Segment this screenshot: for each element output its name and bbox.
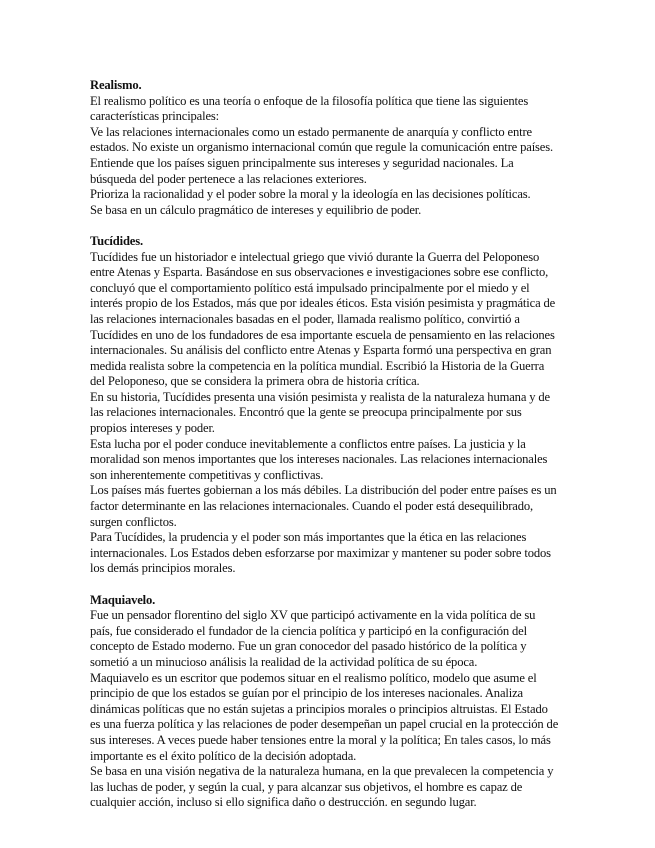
paragraph: Los países más fuertes gobiernan a los más débiles. La distribución del poder entre países es un factor determinante en las relaciones internacionales. Cuando el poder está desequilibrado, surgen conflictos.	[90, 483, 557, 529]
paragraph: Prioriza la racionalidad y el poder sobre la moral y la ideología en las decisiones políticas.	[90, 187, 531, 202]
paragraph: Fue un pensador florentino del siglo XV que participó activamente en la vida política de su país, fue considerado el fundador de la ciencia política y participó en la configuración del concepto de Estado moderno. Fue un gran conocedor del pasado histórico de la política y sometió a un minucioso análisis la realidad de la actividad política de su época.	[90, 608, 536, 669]
paragraph: Se basa en una visión negativa de la naturaleza humana, en la que prevalecen la competencia y las luchas de poder, y según la cual, y para alcanzar sus objetivos, el hombre es capaz de cualquier acción, incluso si ello significa daño o destrucción. en segundo lugar.	[90, 764, 554, 810]
paragraph: En su historia, Tucídides presenta una visión pesimista y realista de la naturaleza humana y de las relaciones internacionales. Encontró que la gente se preocupa principalmente por sus propios intereses y poder.	[90, 389, 550, 436]
paragraph: Se basa en un cálculo pragmático de intereses y equilibrio de poder.	[90, 202, 422, 217]
paragraph: Tucídides fue un historiador e intelectual griego que vivió durante la Guerra del Peloponeso entre Atenas y Esparta. Basándose en sus observaciones e investigaciones sobre ese conflicto, concluyó que el comportamiento político está impulsado principalmente por el miedo y el interés propio de los Estados, más que por ideales éticos. Esta visión pesimista y pragmática de las relaciones internacionales basadas en el poder, llamada realismo político, convirtió a Tucídides en uno de los fundadores de esa importante escuela de pensamiento en las relaciones internacionales. Su análisis del conflicto entre Atenas y Esparta formó una perspectiva en gran medida realista sobre la competencia en la política mundial. Escribió la Historia de la Guerra del Peloponeso, que se considera la primera obra de historia crítica.	[90, 249, 556, 389]
paragraph: El realismo político es una teoría o enfoque de la filosofía política que tiene las siguientes características principales:	[90, 93, 529, 124]
section-title-tucidides: Tucídides.	[90, 233, 143, 248]
section-title-maquiavelo: Maquiavelo.	[90, 592, 156, 607]
paragraph: Maquiavelo es un escritor que podemos situar en el realismo político, modelo que asume el principio de que los estados se guían por el principio de los intereses nacionales. Analiza dinámicas políticas que no están sujetas a principios morales o principios altruistas. El Estado es una fuerza política y las relaciones de poder desempeñan un papel crucial en la protección de sus intereses. A veces puede haber tensiones entre la moral y la política; En tales casos, lo más importante es el éxito político de la decisión adoptada.	[90, 670, 559, 763]
paragraph: Ve las relaciones internacionales como un estado permanente de anarquía y conflicto entre estados. No existe un organismo internacional común que regule la comunicación entre países. Entiende que los países siguen principalmente sus intereses y seguridad nacionales. La búsqueda del poder pertenece a las relaciones exteriores.	[90, 124, 553, 186]
paragraph: Esta lucha por el poder conduce inevitablemente a conflictos entre países. La justicia y la moralidad son menos importantes que los intereses nacionales. Las relaciones internacionales son inherentemente competitivas y conflictivas.	[90, 436, 548, 482]
section-title-realismo: Realismo.	[90, 78, 142, 92]
paragraph: Para Tucídides, la prudencia y el poder son más importantes que la ética en las relaciones internacionales. Los Estados deben esforzarse por maximizar y mantener su poder sobre todos los demás principios morales.	[90, 530, 551, 576]
section-spacer	[90, 218, 560, 234]
section-spacer	[90, 577, 560, 593]
document-page	[90, 78, 560, 811]
